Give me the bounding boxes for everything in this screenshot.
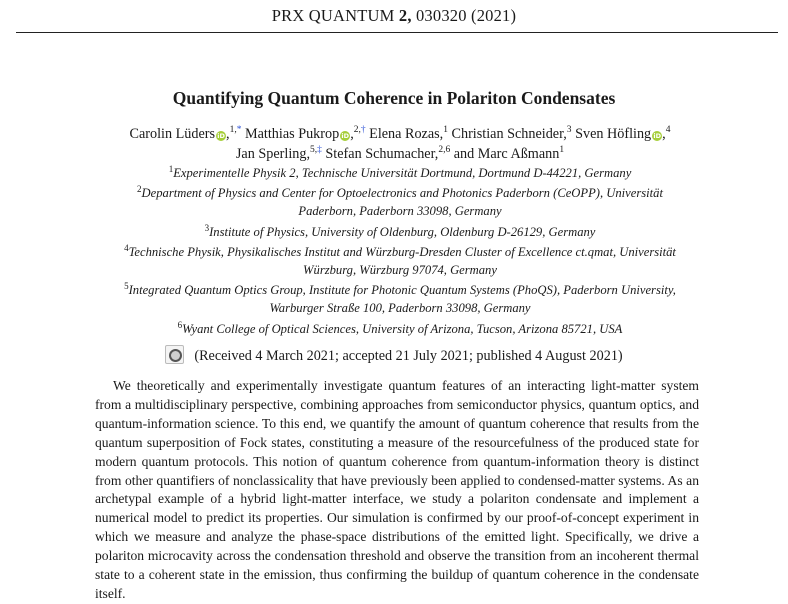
affiliation-text: Technische Physik, Physikalisches Institut and Würzburg-Dresden Cluster of Excellence ct.qmat, Universität: [128, 244, 676, 259]
orcid-icon[interactable]: iD: [341, 132, 349, 140]
abstract: We theoretically and experimentally investigate quantum features of an interacting light-matter system from a multidisciplinary perspective, combining approaches from semiconductor physics, quantum optics, and quantum-information science. To this end, we quantify the amount of quantum coherence that results from the quantum superposition of Fock states, constituting a measure of the resourcefulness of the produced state for modern quantum protocols. This notion of quantum coherence from quantum-information theory is distinct from other quantifiers of nonclassicality that have previously been applied to condensed-matter systems. As an archetypal example of a hybrid light-matter interface, we study a polariton condensate and implement a numerical model to predict its properties. Our simulation is confirmed by our proof-of-concept experiment in which we measure and analyze the phase-space distributions of the emitted light. Specifically, we drive a polariton microcavity across the condensation threshold and observe the transition from an incoherent thermal state to a coherent state in the emission, thus confirming the buildup of quantum coherence in the condensate itself.: [95, 378, 699, 601]
crossmark-icon[interactable]: [165, 345, 184, 364]
affiliation-text: Institute of Physics, University of Oldenburg, Oldenburg D-26129, Germany: [209, 224, 596, 239]
received-dates: (Received 4 March 2021; accepted 21 July 2021; published 4 August 2021): [194, 348, 623, 364]
affiliation-ref: 2,6: [438, 145, 451, 155]
author-name: Stefan Schumacher,: [325, 146, 439, 162]
journal-name: PRX QUANTUM: [271, 6, 395, 25]
affiliation-text: Integrated Quantum Optics Group, Institute for Photonic Quantum Systems (PhoQS), Paderborn University,: [128, 283, 676, 298]
orcid-icon[interactable]: iD: [653, 132, 661, 140]
affiliation-text: Paderborn, Paderborn 33098, Germany: [298, 204, 502, 219]
affiliation-number: 2: [137, 184, 142, 195]
header-rule: [16, 32, 778, 33]
corresponding-note-ref[interactable]: †: [360, 125, 366, 135]
orcid-icon[interactable]: iD: [217, 132, 225, 140]
affiliation-ref: 1: [443, 125, 448, 135]
author: [454, 146, 564, 162]
publication-history: [0, 345, 788, 365]
affiliation-number: 4: [124, 242, 129, 253]
affiliation: [60, 164, 740, 182]
affiliation: [60, 320, 740, 338]
author: [236, 146, 322, 162]
author: Matthias Pukrop iD,$^{2,\dagger}$: [245, 125, 366, 142]
affiliation-list: [60, 164, 740, 338]
affiliation-ref: 3: [566, 125, 572, 135]
author-name: Matthias Pukrop: [245, 126, 340, 142]
author-name: and Marc Aßmann: [453, 146, 560, 162]
journal-header: [0, 6, 788, 26]
affiliation: [60, 184, 740, 220]
affiliation-text: Würzburg, Würzburg 97074, Germany: [303, 263, 497, 278]
paper-title: Quantifying Quantum Coherence in Polariton Condensates: [172, 88, 616, 108]
affiliation-ref: 2,: [353, 125, 361, 135]
affiliation-text: Experimentelle Physik 2, Technische Universität Dortmund, Dortmund D-44221, Germany: [173, 166, 632, 180]
author-name: Christian Schneider,: [451, 126, 567, 142]
author: [325, 146, 450, 162]
author-name: Carolin Lüders: [129, 126, 216, 142]
journal-volume: 2,: [398, 6, 412, 25]
affiliation-number: 1: [168, 164, 174, 174]
author-name: Sven Höfling: [575, 126, 652, 142]
affiliation-ref: 1: [559, 145, 565, 155]
author: Carolin Lüders iD,$^{1,*}$: [129, 125, 242, 142]
article-number: 030320 (2021): [415, 6, 517, 25]
affiliation-text: Warburger Straße 100, Paderborn 33098, Germany: [269, 301, 531, 316]
affiliation-number: 5: [124, 281, 129, 292]
author: [369, 126, 448, 142]
affiliation: [60, 281, 740, 317]
author-name: Jan Sperling,: [235, 146, 310, 162]
affiliation-text: Department of Physics and Center for Optoelectronics and Photonics Paderborn (CeOPP), Universität: [141, 186, 663, 201]
affiliation: [60, 223, 740, 241]
corresponding-note-ref[interactable]: ‡: [317, 145, 322, 155]
author: [452, 126, 572, 142]
author: Sven Höfling iD,$^4$: [575, 125, 671, 142]
affiliation: [60, 243, 740, 279]
affiliation-text: Wyant College of Optical Sciences, University of Arizona, Tucson, Arizona 85721, USA: [182, 321, 623, 336]
author-list: [60, 124, 740, 164]
affiliation-ref: 1,: [229, 125, 237, 135]
corresponding-note-ref[interactable]: *: [236, 125, 242, 135]
affiliation-number: 3: [204, 222, 210, 233]
author-name: Elena Rozas,: [369, 126, 444, 142]
affiliation-number: 6: [177, 319, 183, 330]
affiliation-ref: 4: [665, 125, 671, 135]
affiliation-ref: 5,: [310, 145, 318, 155]
